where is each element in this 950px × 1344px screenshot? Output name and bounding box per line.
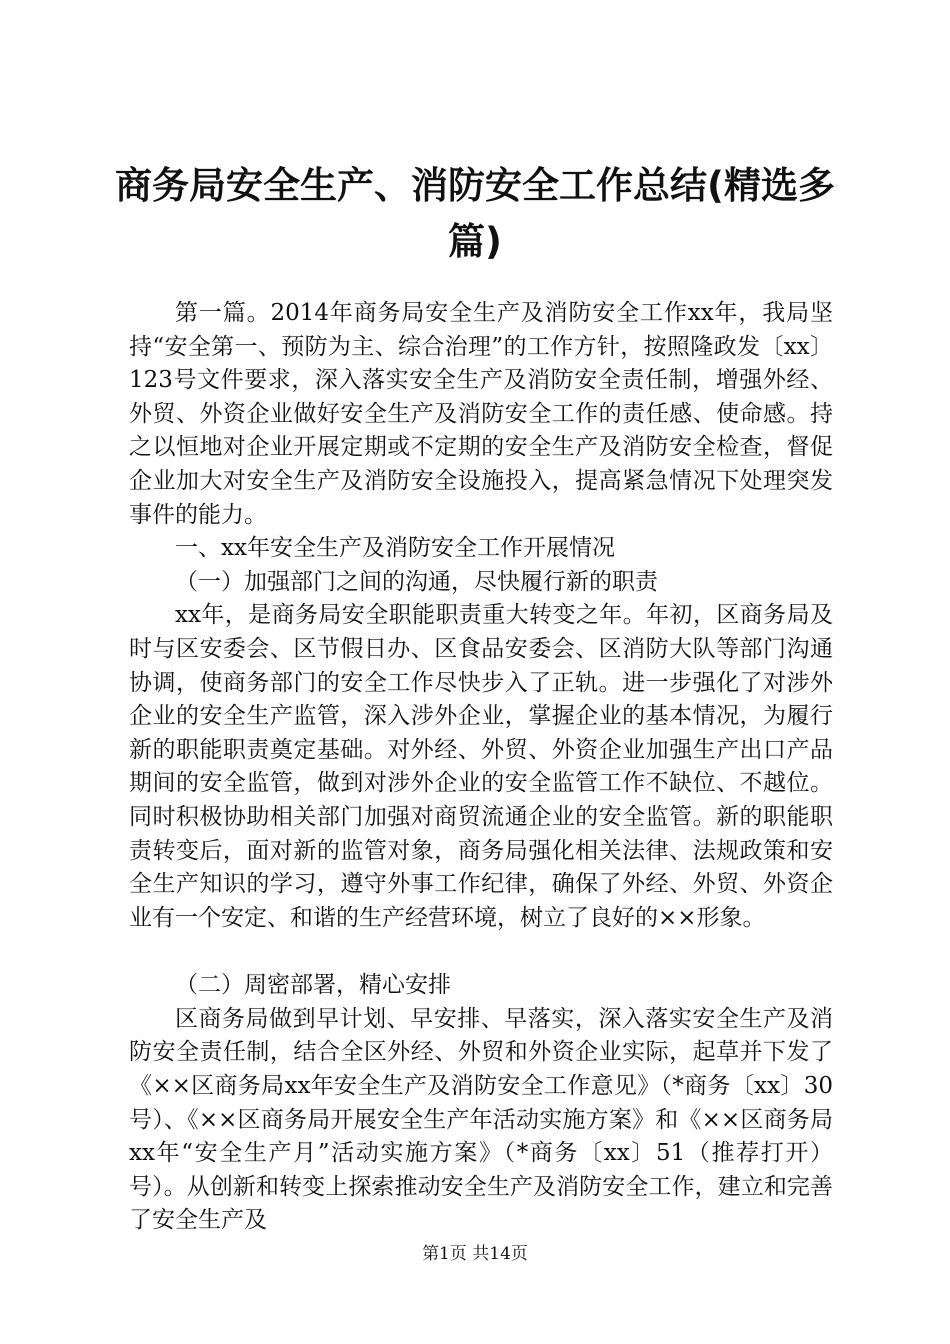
paragraph-gap [129, 935, 833, 969]
paragraph-subsection-1: xx年，是商务局安全职能职责重大转变之年。年初，区商务局及时与区安委会、区节假日办、区食品安委会、区消防大队等部门沟通协调，使商务部门的安全工作尽快步入了正轨。进一步强化了对涉外企业的安全生产监管，深入涉外企业，掌握企业的基本情况，为履行新的职能职责奠定基础。对外经、外贸、外资企业加强生产出口产品期间的安全监管，做到对涉外企业的安全监管工作不缺位、不越位。同时积极协助相关部门加强对商贸流通企业的安全监管。新的职能职责转变后，面对新的监管对象，商务局强化相关法律、法规政策和安全生产知识的学习，遵守外事工作纪律，确保了外经、外贸、外资企业有一个安定、和谐的生产经营环境，树立了良好的××形象。 [129, 602, 833, 931]
subsection-heading-2: （二）周密部署，精心安排 [175, 972, 451, 999]
paragraph-subsection-2: 区商务局做到早计划、早安排、早落实，深入落实安全生产及消防安全责任制，结合全区外经、外贸和外资企业实际，起草并下发了《××区商务局xx年安全生产及消防安全工作意见》（*商务〔xx〕30号）、《××区商务局开展安全生产年活动实施方案》和《××区商务局xx年“安全生产月”活动实施方案》（*商务〔xx〕51（推荐打开）号）。从创新和转变上探索推动安全生产及消防安全工作，建立和完善了安全生产及 [129, 1005, 833, 1234]
subsection-heading-1: （一）加强部门之间的沟通，尽快履行新的职责 [175, 568, 658, 595]
page-footer: 第1页 共14页 [422, 1244, 528, 1264]
paragraph-intro: 第一篇。2014年商务局安全生产及消防安全工作xx年，我局坚持“安全第一、预防为主、综合治理”的工作方针，按照隆政发〔xx〕123号文件要求，深入落实安全生产及消防安全责任制，增强外经、外贸、外资企业做好安全生产及消防安全工作的责任感、使命感。持之以恒地对企业开展定期或不定期的安全生产及消防安全检查，督促企业加大对安全生产及消防安全设施投入，提高紧急情况下处理突发事件的能力。 [129, 300, 833, 528]
document-title: 商务局安全生产、消防安全工作总结(精选多篇) [115, 164, 835, 263]
document-body [129, 297, 833, 1238]
section-heading-1: 一、xx年安全生产及消防安全工作开展情况 [175, 535, 615, 562]
